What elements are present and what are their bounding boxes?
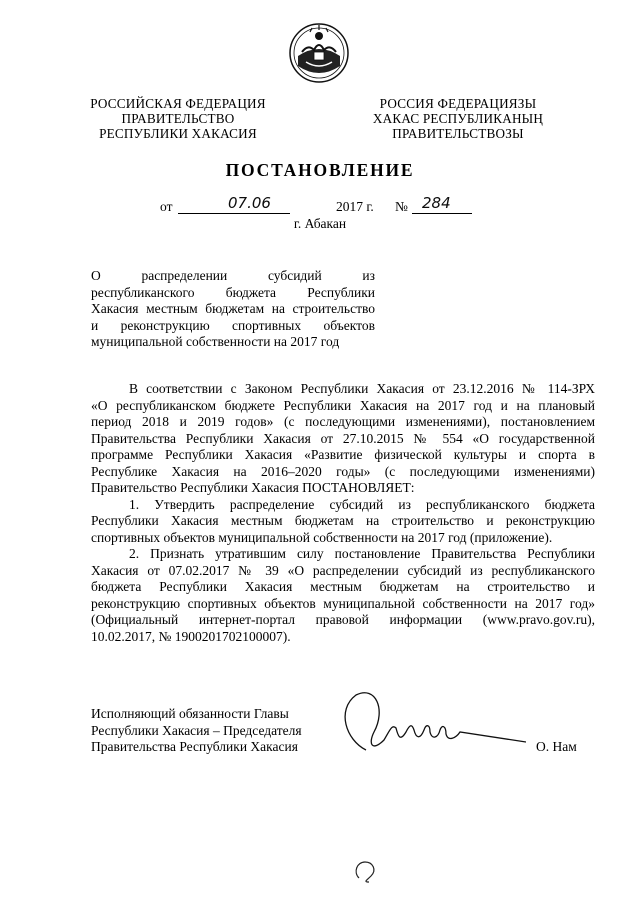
number-handwritten: 284 — [422, 194, 451, 212]
document-title: ПОСТАНОВЛЕНИЕ — [225, 160, 415, 180]
header-left-line: РЕСПУБЛИКИ ХАКАСИЯ — [99, 126, 257, 141]
number-label: № — [395, 199, 408, 214]
header-right-line: ХАКАС РЕСПУБЛИКАНЫҢ — [372, 111, 544, 126]
header-right-line: РОССИЯ ФЕДЕРАЦИЯЗЫ — [379, 96, 537, 111]
signatory-position-line: Исполняющий обязанности Главы — [91, 706, 289, 721]
body-line: Правительство Республики Хакасия ПОСТАНОВЛЯЕТ: — [91, 480, 415, 495]
body-line: реконструкцию спортивных объектов муниципальной собственности на 2017 год» — [91, 595, 595, 611]
date-handwritten: 07.06 — [228, 194, 271, 212]
body-line: Хакасия от 07.02.2017 № 39 «О распределении субсидий из республиканского — [91, 562, 595, 578]
signatory-position-line: Республики Хакасия – Председателя — [91, 722, 302, 738]
header-left-line: ПРАВИТЕЛЬСТВО — [121, 111, 235, 126]
subject-line: республиканского бюджета Республики — [91, 284, 375, 300]
body-line: Правительства Республики Хакасия от 27.10.2015 № 554 «О государственной — [91, 430, 595, 446]
body-line: Республике Хакасия на 2016–2020 годы» (с последующими изменениями) — [91, 463, 595, 479]
body-line: 1. Утвердить распределение субсидий из республиканского бюджета — [129, 496, 595, 512]
subject-line: муниципальной собственности на 2017 год — [91, 334, 340, 349]
page-mark-scribble — [351, 858, 381, 884]
city: г. Абакан — [293, 216, 347, 231]
date-line — [160, 194, 490, 217]
header-left-line: РОССИЙСКАЯ ФЕДЕРАЦИЯ — [90, 96, 266, 111]
number-underline — [412, 213, 472, 214]
subject-block — [91, 268, 375, 351]
header-right — [358, 96, 558, 141]
body-line: «О республиканском бюджете Республики Хакасия на 2017 год и на плановый — [91, 397, 595, 413]
body-line: 2. Признать утратившим силу постановление Правительства Республики — [129, 546, 595, 561]
coat-of-arms-emblem — [288, 22, 350, 84]
subject-line: и реконструкцию спортивных объектов — [91, 317, 375, 333]
header-right-line: ПРАВИТЕЛЬСТВОЗЫ — [392, 126, 524, 141]
body-line: Республики Хакасия местным бюджетам на строительство и реконструкцию — [91, 513, 595, 528]
signatory-name: О. Нам — [536, 739, 577, 754]
subject-line: О распределении субсидий из — [91, 268, 375, 283]
date-underline — [178, 213, 290, 214]
body-line: (Официальный интернет-портал правовой информации (www.pravo.gov.ru), — [91, 612, 595, 627]
body-text — [91, 381, 595, 645]
header-left — [78, 96, 278, 141]
subject-line: Хакасия местным бюджетам на строительство — [91, 301, 375, 316]
body-line: 10.02.2017, № 1900201702100007). — [91, 628, 291, 644]
signatory-position-line: Правительства Республики Хакасия — [91, 739, 298, 754]
handwritten-signature — [326, 680, 526, 770]
date-prefix: от — [160, 199, 173, 214]
body-line: В соответствии с Законом Республики Хакасия от 23.12.2016 № 114-ЗРХ — [129, 381, 595, 396]
body-line: бюджета Республики Хакасия местным бюджетам на строительство и — [91, 579, 595, 594]
date-year: 2017 г. — [336, 199, 374, 214]
body-line: программе Республики Хакасия «Развитие физической культуры и спорта в — [91, 447, 595, 462]
body-line: спортивных объектов муниципальной собственности на 2017 год (приложение). — [91, 529, 553, 545]
signatory-position — [91, 706, 331, 756]
body-line: период 2018 и 2019 годов» (с последующими изменениями), постановлением — [91, 414, 595, 429]
